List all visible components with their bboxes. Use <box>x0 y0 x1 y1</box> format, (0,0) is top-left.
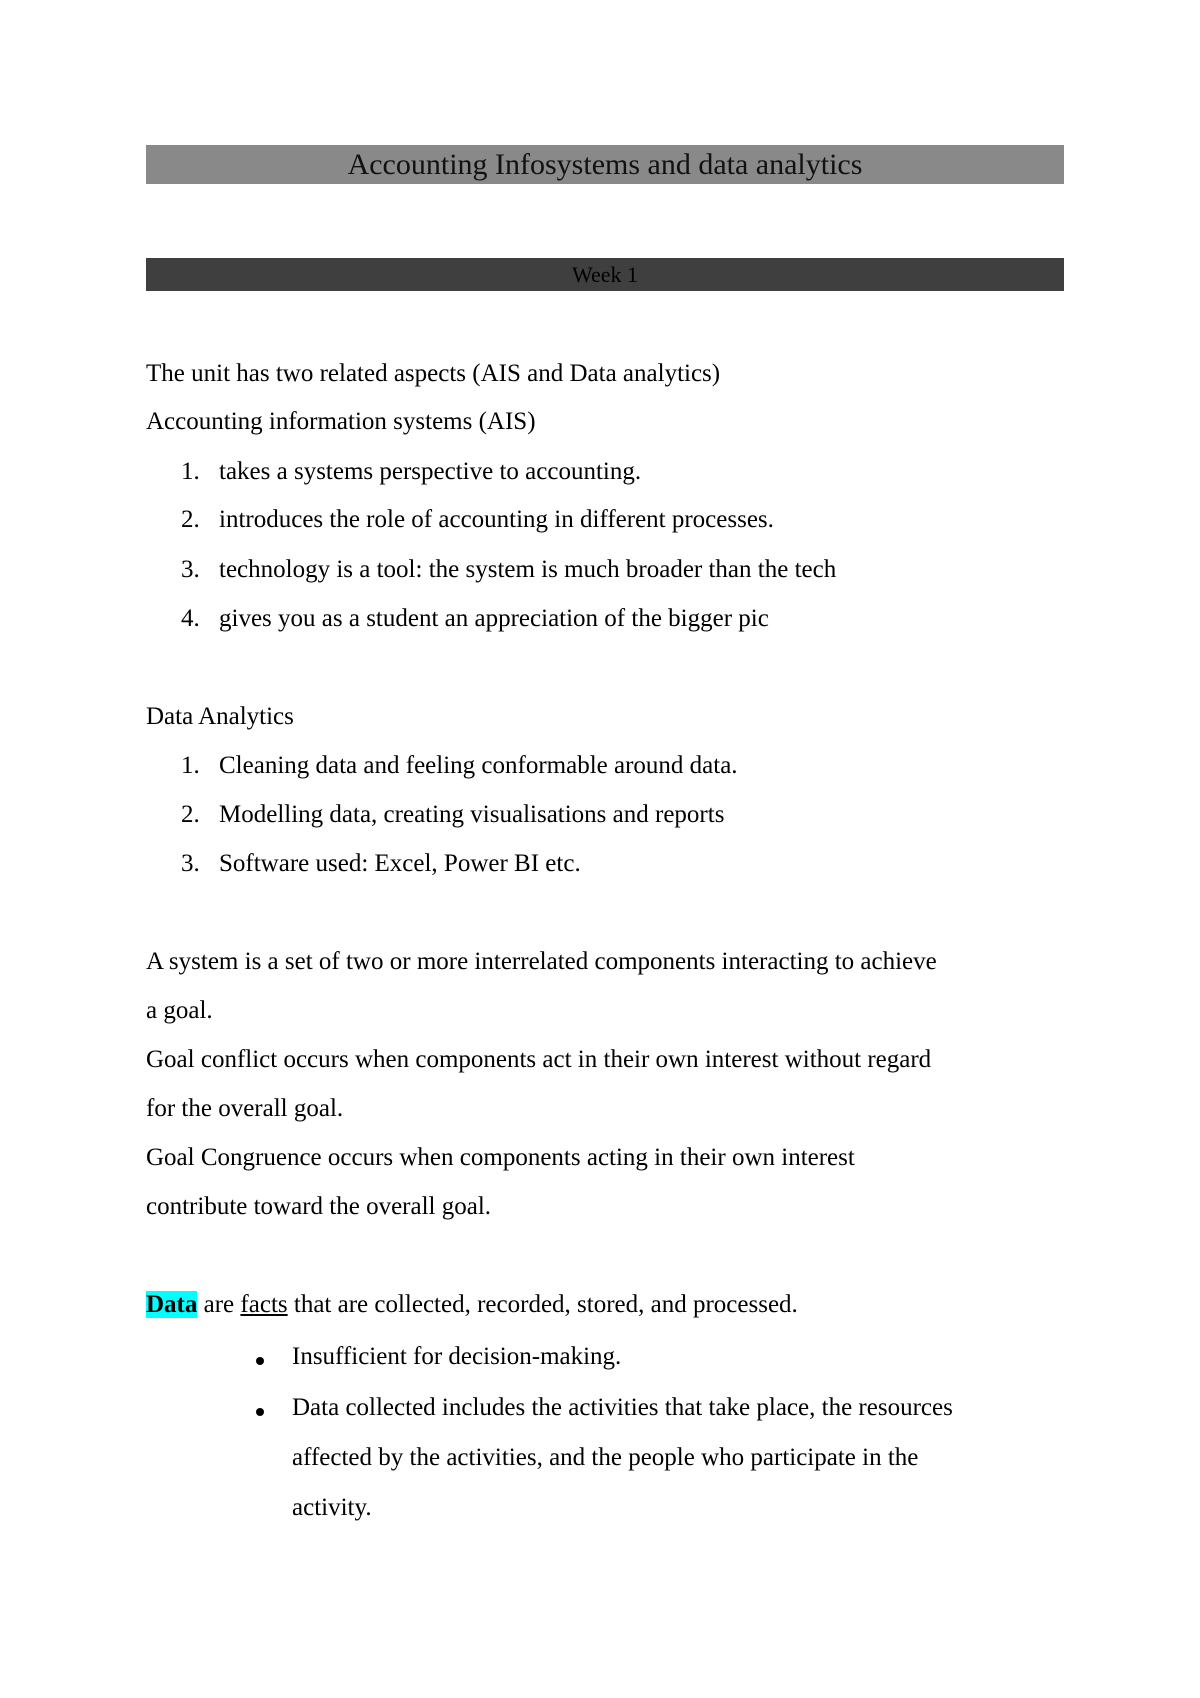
system-definition-line-2: a goal. <box>146 997 213 1024</box>
data-bullet-2-line-2: affected by the activities, and the people who participate in the <box>292 1444 919 1471</box>
analytics-item-text: Cleaning data and feeling conformable around data. <box>219 752 738 779</box>
system-definition-line-1: A system is a set of two or more interrelated components interacting to achieve <box>146 948 937 975</box>
analytics-item-number: 2. <box>181 801 200 828</box>
data-bullet-2-line-3: activity. <box>292 1494 372 1521</box>
ais-item-text: takes a systems perspective to accounting. <box>219 458 642 485</box>
data-definition <box>146 1290 798 1320</box>
facts-term: facts <box>240 1291 288 1318</box>
goal-congruence-line-1: Goal Congruence occurs when components acting in their own interest <box>146 1144 855 1171</box>
bullet-dot <box>256 1408 264 1416</box>
data-bullet-1: Insufficient for decision-making. <box>292 1343 622 1370</box>
goal-conflict-line-1: Goal conflict occurs when components act in their own interest without regard <box>146 1046 932 1073</box>
data-definition-rest: that are collected, recorded, stored, and processed. <box>287 1291 798 1318</box>
analytics-item-text: Software used: Excel, Power BI etc. <box>219 850 581 877</box>
ais-item-number: 1. <box>181 458 200 485</box>
analytics-item-number: 3. <box>181 850 200 877</box>
document-title: Accounting Infosystems and data analytics <box>146 145 1064 184</box>
data-definition-are: are <box>197 1291 241 1318</box>
ais-item-number: 3. <box>181 556 200 583</box>
analytics-heading: Data Analytics <box>146 703 294 730</box>
intro-text: The unit has two related aspects (AIS and Data analytics) <box>146 360 721 387</box>
ais-item-number: 2. <box>181 506 200 533</box>
ais-item-number: 4. <box>181 605 200 632</box>
data-term-highlight: Data <box>146 1291 198 1318</box>
ais-item-text: gives you as a student an appreciation of the bigger pic <box>219 605 769 632</box>
ais-item-text: introduces the role of accounting in different processes. <box>219 506 774 533</box>
analytics-item-text: Modelling data, creating visualisations and reports <box>219 801 725 828</box>
ais-heading: Accounting information systems (AIS) <box>146 408 536 435</box>
data-bullet-2-line-1: Data collected includes the activities that take place, the resources <box>292 1394 953 1421</box>
goal-conflict-line-2: for the overall goal. <box>146 1095 344 1122</box>
bullet-dot <box>256 1357 264 1365</box>
analytics-item-number: 1. <box>181 752 200 779</box>
goal-congruence-line-2: contribute toward the overall goal. <box>146 1193 492 1220</box>
week-heading: Week 1 <box>146 258 1064 291</box>
ais-item-text: technology is a tool: the system is much broader than the tech <box>219 556 837 583</box>
